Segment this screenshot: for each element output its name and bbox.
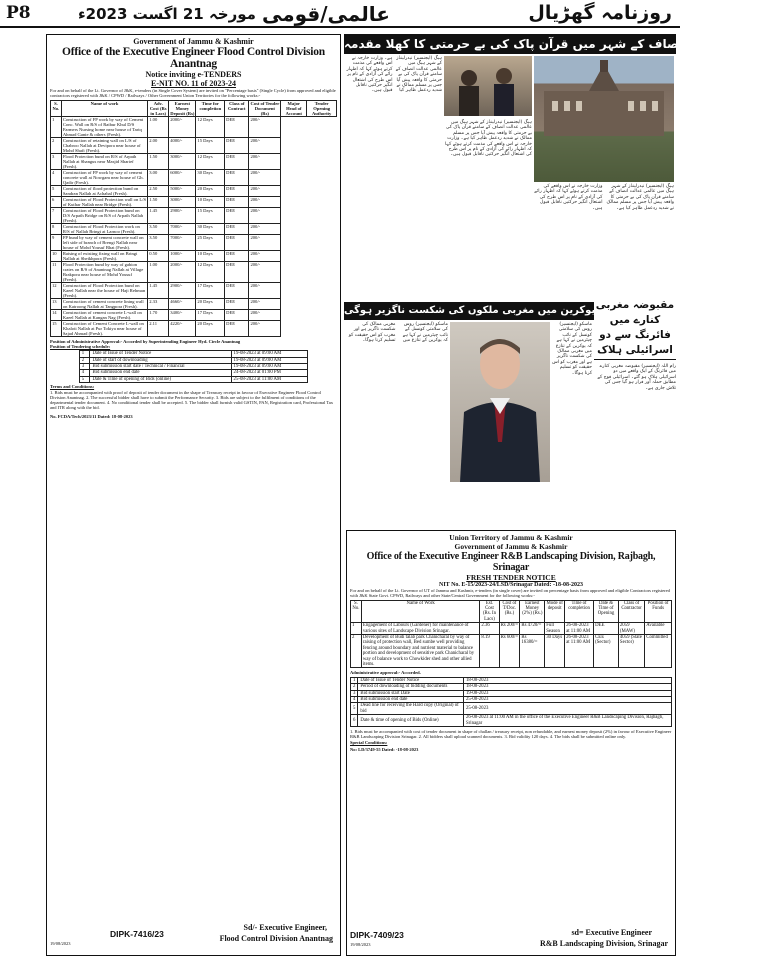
- r-works-table-header-cell: Name of Work: [361, 600, 479, 623]
- works-table-cell: 6: [51, 196, 62, 207]
- works-table-cell: 2.11: [148, 320, 169, 336]
- schedule-cell: Bid submission start date / Technical / Financial: [90, 364, 231, 370]
- schedule-cell: Bid submission end date: [90, 370, 231, 376]
- r-works-table-header-cell: Mode of deposit: [545, 600, 565, 623]
- r-works-table-cell: 8.19: [480, 635, 499, 668]
- works-table-cell: 200/-: [249, 261, 281, 282]
- r-works-table-cell: 2059 (MAW): [618, 623, 644, 635]
- r-schedule-row: [351, 715, 672, 727]
- works-table-cell: Construction of cement concrete L-wall on Kaeel Nallah at Kangan Nag (Fresh).: [61, 309, 147, 320]
- works-table-row: [51, 261, 337, 282]
- works-table-cell: 2900/-: [169, 207, 196, 223]
- works-table-cell: 0.50: [148, 250, 169, 261]
- works-table-cell: 15 Days: [196, 137, 225, 153]
- works-table-cell: Construction of cement concrete lining wall on Katroong Nallah at Tangpora (Fresh).: [61, 298, 147, 309]
- works-table-cell: DEE: [225, 320, 249, 336]
- works-table-cell: 1.50: [148, 196, 169, 207]
- r-works-table-row: [351, 635, 672, 668]
- works-table-row: [51, 250, 337, 261]
- portrait-icon: [450, 322, 550, 482]
- works-table-cell: DEE: [225, 153, 249, 169]
- r-schedule-cell: 1: [351, 677, 358, 683]
- r-works-table-cell: Rs 200/=: [499, 623, 520, 635]
- r-special-heading: Special Conditions:: [350, 739, 388, 745]
- works-table-cell: 2000/-: [169, 261, 196, 282]
- works-table-cell: 200/-: [249, 298, 281, 309]
- works-table-cell: 3.50: [148, 223, 169, 234]
- works-table-cell: Flood Protection bund by way of gabion crates on R/S of Anantnag Nallah at Village Brakpora near house of Mohd Yousuf (Fresh).: [61, 261, 147, 282]
- works-table-header-cell: Class of Contract: [225, 100, 249, 116]
- works-table-cell: 1.45: [148, 282, 169, 298]
- admin-approval: Position of Administrative Approval:- Accorded by Superintending Engineer Hyd. Circle Anantnag: [50, 338, 241, 344]
- medvedev-photo: [450, 322, 550, 482]
- works-table-cell: 30 Days: [196, 169, 225, 185]
- works-table-cell: 7: [51, 207, 62, 223]
- works-table-cell: 2.50: [148, 185, 169, 196]
- r-schedule-row: [351, 703, 672, 715]
- works-table-header-cell: Adv. Cost (Rs in Lacs): [148, 100, 169, 116]
- works-table-cell: Construction of FP work by way of Cement Conc. Wall on R/S of Ratbur Khul D/S Farmers Nursing home near house of Tariq Ahmad Ganie & others (Fresh).: [61, 116, 147, 137]
- r-schedule-cell: 18-08-2023: [464, 684, 672, 690]
- r-works-table-cell: 26-08-2023 at 11:00 AM: [565, 635, 594, 668]
- works-table-cell: 2000/-: [169, 116, 196, 137]
- works-table-cell: 12 Days: [196, 116, 225, 137]
- works-table-row: [51, 234, 337, 250]
- flood-control-tender-notice: [46, 34, 341, 956]
- works-table-row: [51, 116, 337, 137]
- works-table-cell: 1.70: [148, 309, 169, 320]
- works-table-cell: 12: [51, 282, 62, 298]
- court-building-photo: [534, 56, 674, 182]
- works-table-cell: 11: [51, 261, 62, 282]
- works-table-cell: DEE: [225, 137, 249, 153]
- works-table-cell: DEE: [225, 234, 249, 250]
- works-table-cell: 30 Days: [196, 223, 225, 234]
- works-table-cell: 3000/-: [169, 196, 196, 207]
- works-table-cell: Construction of Cement Concrete L-wall on Khaloti Nallah at Pur Tokiya near house of Sajad Ahmad (Fresh).: [61, 320, 147, 336]
- notice-footer: [50, 923, 337, 951]
- works-table-cell: Construction of Flood Protection wall on L/S of Kuthar Nallah near Bridge (Fresh).: [62, 196, 147, 207]
- works-table-cell: 1.50: [148, 153, 169, 169]
- article-ukraine-text: ماسکو (ایجنسیز) روس کی سلامتی کونسل کے نائب چیئرمین نے کہا ہے کہ یوکرین کے تنازع میں مغربی ممالک کی شکست ناگزیر ہے اور مغرب کو اس حقیقت کو تسلیم کرنا ہوگا۔: [552, 322, 592, 376]
- works-table-cell: 200/-: [249, 185, 281, 196]
- schedule-row: [79, 376, 308, 382]
- r-schedule-cell: Dead line for receiving the Hard copy (Original) of bid: [358, 703, 464, 715]
- works-table-cell: 2900/-: [169, 282, 196, 298]
- r-schedule-cell: Date of Issue of Tender Notice: [358, 677, 464, 683]
- r-works-table-row: [351, 623, 672, 635]
- works-table-cell: 4000/-: [169, 137, 196, 153]
- works-table-cell: Raising of existing fixing wall on Bringi Nallah at Sheikhpora (Fresh).: [61, 250, 147, 261]
- article-quran-text-a: ہیگ (ایجنسیز) نیدرلینڈز کے شہر ہیگ میں عالمی عدالت انصاف کے سامنے قرآن پاک کی بے حرمتی کا واقعہ پیش آیا جس پر مسلم ممالک نے شدید ردعمل ظاہر کیا ہے۔ وزارت خارجہ نے اس واقعے کی مذمت کرتے ہوئے کہا کہ اظہار رائے کی آزادی کے نام پر اس طرح کی اشتعال انگیز حرکتیں ناقابل قبول ہیں۔: [346, 56, 442, 94]
- r-works-table-cell: 2.36: [480, 623, 499, 635]
- schedule-cell: 4: [79, 370, 90, 376]
- works-table-header-cell: Name of work: [61, 100, 147, 116]
- works-table-cell: 3.50: [148, 234, 169, 250]
- works-table-cell: DEE: [225, 116, 249, 137]
- works-table-cell: 15: [51, 320, 62, 336]
- works-table-cell: 200/-: [249, 234, 281, 250]
- works-table-cell: DEE: [225, 250, 249, 261]
- works-table-cell: 2: [51, 137, 62, 153]
- works-table-cell: DEE: [225, 282, 249, 298]
- r-works-table-header-cell: Class of Contractor: [618, 600, 644, 623]
- works-table-cell: 3: [51, 153, 62, 169]
- works-table-cell: 3.00: [148, 169, 169, 185]
- r-works-table-header-cell: Position of Funds: [645, 600, 672, 623]
- r-works-table-cell: Development of Budi talab park Chanicharal by way of raising of protection wall, Bed sumbe well providing fencing around boundary and nutrient material to balance portion and development of sensitive park Chanicharal by way of balance work to Chowkider shed and other allied items.: [361, 635, 479, 668]
- works-table-cell: DEE: [225, 185, 249, 196]
- works-table-cell: 13: [51, 298, 62, 309]
- works-table-cell: Construction of Flood Protection work on R/S of Nallah Bringi at Larnoo (Fresh).: [61, 223, 147, 234]
- schedule-cell: Date of Issue of Tender Notice: [90, 351, 231, 357]
- r-schedule-cell: 25-08-2023: [464, 696, 672, 702]
- r-signature-title: sd= Executive Engineer: [571, 928, 652, 937]
- r-schedule-cell: 5: [351, 703, 358, 715]
- newspaper-name: روزنامہ گھڑیال: [528, 2, 672, 24]
- schedule-cell: Date & Time of opening of Bids (online): [90, 376, 231, 382]
- works-table-cell: 200/-: [249, 207, 281, 223]
- notice-sub: Notice inviting e-TENDERS: [145, 70, 242, 79]
- r-schedule-cell: Period of downloading of bidding documents: [358, 684, 464, 690]
- r-schedule-cell: 18-08-2023: [464, 677, 672, 683]
- article-quran-text-c: ہیگ (ایجنسیز) نیدرلینڈز کے شہر ہیگ میں عالمی عدالت انصاف کے سامنے قرآن پاک کی بے حرمتی کا واقعہ پیش آیا جس پر مسلم ممالک نے شدید ردعمل ظاہر کیا ہے۔ وزارت خارجہ نے اس واقعے کی مذمت کرتے ہوئے کہا کہ اظہار رائے کی آزادی کے نام پر اس طرح کی اشتعال انگیز حرکتیں ناقابل قبول ہیں۔: [534, 184, 674, 211]
- dipk-date: 19/08/2023: [50, 941, 71, 946]
- works-table-cell: 6000/-: [169, 169, 196, 185]
- notice-gov: Government of Jammu & Kashmir: [133, 37, 254, 46]
- page-header: [0, 0, 680, 28]
- article-quran-text-b: ہیگ (ایجنسیز) نیدرلینڈز کے شہر ہیگ میں عالمی عدالت انصاف کے سامنے قرآن پاک کی بے حرمتی کا واقعہ پیش آیا جس پر مسلم ممالک نے شدید ردعمل ظاہر کیا ہے۔ وزارت خارجہ نے اس واقعے کی مذمت کرتے ہوئے کہا کہ اظہار رائے کی آزادی کے نام پر اس طرح کی اشتعال انگیز حرکتیں ناقابل قبول ہیں۔: [445, 120, 532, 158]
- r-works-table-cell: Engagement of Labours (Gardener) for maintenance of various sites of Landscape Division Srinagar.: [361, 623, 479, 635]
- works-table-cell: 200/-: [249, 153, 281, 169]
- works-table-cell: 10: [51, 250, 62, 261]
- r-works-table-cell: DEE: [594, 623, 619, 635]
- building-icon: [534, 56, 674, 182]
- r-notice-ut: Union Territory of Jammu & Kashmir: [449, 533, 573, 542]
- headline-ukraine: یوکرین میں مغربی ملکوں کی شکست ناگزیر ہوگی: [344, 302, 594, 320]
- works-table-cell: DEE: [225, 169, 249, 185]
- r-admin-approval: Administrative approval:- Accorded.: [350, 670, 421, 676]
- r-notice-number: No: LD/3749-55 Dated: -18-08-2023: [350, 746, 419, 752]
- works-table-cell: DEE: [225, 261, 249, 282]
- r-works-table-cell: Rs 4720/=: [520, 623, 545, 635]
- notice-intro: For and on behalf of the Lt. Governor of J&K, e-tenders (in Single Cover System) are invited on "Percentage basis" (Single Cycle) from approved and eligible contractors registered with J&K / CPWD / Railways / Other Government Union Territories for the following works:-: [50, 88, 336, 99]
- r-notice-footer: [350, 928, 672, 952]
- works-table-cell: 200/-: [249, 196, 281, 207]
- schedule-cell: 19-08-2023 at 09:00 AM: [231, 357, 308, 363]
- schedule-cell: 19-08-2023 at 09:00 AM: [231, 351, 308, 357]
- works-table-cell: 12 Days: [196, 261, 225, 282]
- r-works-table-header-cell: S. No.: [351, 600, 362, 623]
- works-table-cell: 200/-: [249, 282, 281, 298]
- works-table-row: [51, 137, 337, 153]
- works-table-cell: 1.00: [148, 116, 169, 137]
- works-table-cell: 2.33: [148, 298, 169, 309]
- works-table-cell: 5000/-: [169, 185, 196, 196]
- works-table-cell: Construction of Flood Protection bund on Kaeel Nallah near the house of Haji Rehman (Fresh).: [61, 282, 147, 298]
- works-table-cell: 1.00: [148, 261, 169, 282]
- works-table-cell: 17 Days: [196, 309, 225, 320]
- terms-heading: Terms and Conditions:: [50, 384, 95, 390]
- works-table-cell: 20 Days: [196, 185, 225, 196]
- r-works-table-cell: Rs 16380/=: [520, 635, 545, 668]
- r-works-table-cell: Available: [645, 623, 672, 635]
- header-date: مورخہ 21 اگست 2023ء: [78, 5, 256, 23]
- works-table-cell: 7000/-: [169, 234, 196, 250]
- r-works-table-cell: Full Season: [545, 623, 565, 635]
- works-table-row: [51, 298, 337, 309]
- r-works-table-cell: Committed: [645, 635, 672, 668]
- works-table-cell: 10 Days: [196, 250, 225, 261]
- works-table-cell: 20 Days: [196, 320, 225, 336]
- dipk-number: DIPK-7416/23: [110, 929, 164, 939]
- works-table-row: [51, 169, 337, 185]
- works-table-cell: Flood Protection bund on R/S of Arpath Nallah at Shangus near Masjid Sharief (Fresh).: [61, 153, 147, 169]
- r-schedule-cell: 3: [351, 690, 358, 696]
- article-ukraine-text-b: ماسکو (ایجنسیز) روس کی سلامتی کونسل کے نائب چیئرمین نے کہا ہے کہ یوکرین کے تنازع میں مغربی ممالک کی شکست ناگزیر ہے اور مغرب کو اس حقیقت کو تسلیم کرنا ہوگا۔: [348, 322, 448, 344]
- works-table-row: [51, 196, 337, 207]
- schedule-cell: 25-08-2023 at 11:00 AM: [231, 376, 308, 382]
- r-notice-sub: FRESH TENDER NOTICE: [466, 573, 556, 582]
- works-table-cell: 200/-: [249, 320, 281, 336]
- works-table-cell: 8: [51, 223, 62, 234]
- works-table-cell: 5: [51, 185, 62, 196]
- works-table-cell: DEE: [225, 223, 249, 234]
- r-schedule-cell: 2: [351, 684, 358, 690]
- r-works-table-cell: CEE (Sector): [594, 635, 619, 668]
- people-photo: [444, 56, 532, 116]
- works-table-cell: Construction of FP work by way of cement concrete wall at Nowgam near house of Gh. Qadir (Fresh).: [61, 169, 147, 185]
- signature-title: Sd/- Executive Engineer,: [243, 923, 327, 932]
- schedule-cell: 19-08-2023 at 09:00 AM: [231, 364, 308, 370]
- terms-text: 1. Bids must be accompanied with proof of deposit of tender document in the shape of Treasury receipt in favour of Executive Engineer Flood Control Division Anantnag. 2. The successful bidder shall have to submit the Performance Security. 3. Bids are subject to the fulfilment of conditions of the departmental tender document. 4. No conditional tender shall be accepted. 5. The bidder shall furnish valid GSTIN, PAN, Registration card, Professional Tax and ITR along with the bid.: [50, 389, 334, 411]
- works-table-cell: 200/-: [249, 223, 281, 234]
- works-table-cell: Construction of retaining wall on L/S of Chabroo Nallah at Devipora near house of Mohd Shafi (Fresh).: [61, 137, 147, 153]
- r-works-table: [350, 600, 672, 669]
- schedule-cell: 3: [79, 364, 90, 370]
- works-table-cell: 4220/-: [169, 320, 196, 336]
- works-table-cell: Construction of Flood Protection bund on D/S Arpath Bridge on R/S of Arpath Nallah (Fresh).: [61, 207, 147, 223]
- landscaping-tender-notice: [346, 530, 676, 956]
- works-table-header-cell: Earnest Money Deposit (Rs): [170, 100, 195, 116]
- works-table-cell: 200/-: [249, 250, 281, 261]
- r-works-table-cell: 30 Days: [545, 635, 565, 668]
- r-works-table-cell: 2: [351, 635, 362, 668]
- works-table-cell: 9: [51, 234, 62, 250]
- r-notice-gov: Government of Jammu & Kashmir: [454, 542, 568, 551]
- r-schedule-cell: 4: [351, 696, 358, 702]
- works-table-cell: 4: [51, 169, 62, 185]
- article-west-bank-text: رام اللہ (ایجنسیز) مقبوضہ مغربی کنارے میں فائرنگ کے ایک واقعے میں دو اسرائیلی ہلاک ہو گئے۔ اسرائیلی فوج کے مطابق حملہ آور فرار ہو گیا جس کی تلاش جاری ہے۔: [597, 364, 676, 391]
- works-table-cell: 2.00: [148, 137, 169, 153]
- r-dipk-number: DIPK-7409/23: [350, 930, 404, 940]
- works-table-cell: DEE: [225, 207, 249, 223]
- works-table-cell: Construction of flood protection bund on Sandran Nallah at Achabal (Fresh).: [61, 185, 147, 196]
- works-table-cell: 4660/-: [169, 298, 196, 309]
- works-table-header-cell: Cost of Tender Document (Rs): [250, 100, 280, 116]
- works-table-cell: 17 Days: [196, 282, 225, 298]
- works-table-cell: 1: [51, 116, 62, 137]
- works-table-cell: DEE: [225, 196, 249, 207]
- works-table-cell: DEE: [225, 309, 249, 320]
- works-table-cell: 7000/-: [169, 223, 196, 234]
- r-works-table-header-cell: Cost of T/Doc. (Rs.): [499, 600, 520, 623]
- r-schedule-cell: Bid submission start Date: [358, 690, 464, 696]
- schedule-heading: Position of Tendering schedule:: [50, 343, 111, 349]
- r-works-table-cell: 26-08-2023 at 11:00 AM: [565, 623, 594, 635]
- works-table-cell: 1.45: [148, 207, 169, 223]
- works-table-cell: 20 Days: [196, 298, 225, 309]
- r-works-table-cell: 4059 (State Sector): [618, 635, 644, 668]
- section-title: عالمی/قومی: [262, 2, 390, 26]
- schedule-cell: 5: [79, 376, 90, 382]
- r-works-table-header-cell: Time of completion: [565, 600, 594, 623]
- r-terms-text: 1. Bids must be accompanied with cost of tender document in shape of challan / treasury receipt, non refundable, and earnest money deposit (2%) in favour of Executive Engineer R&B Landscaping Division Srinagar. 2. All bidders shall upload scanned documents. 3. Bid validity 120 days. 4. The bids shall be submitted online only.: [350, 729, 672, 740]
- schedule-cell: 1: [79, 351, 90, 357]
- works-table-cell: 14: [51, 309, 62, 320]
- works-table-cell: FP bund by way of cement concrete wall on left side of branch of Brengi Nallah near house of Mohd Yousuf Bhat (Fresh).: [61, 234, 147, 250]
- r-notice-nit: NIT No. E-15/2023-24/LSD/Srinagar Dated: -18-08-2023: [439, 582, 583, 588]
- works-table-header-cell: Major Head of Account: [281, 100, 307, 116]
- works-table: [50, 100, 337, 337]
- works-table-cell: 25 Days: [196, 234, 225, 250]
- r-schedule-cell: Bid submission end date: [358, 696, 464, 702]
- r-schedule-cell: Date & time of opening of Bids (Online): [358, 715, 464, 727]
- works-table-header-cell: S. No.: [51, 100, 62, 116]
- works-table-header-cell: Tender Opening Authority: [307, 100, 337, 116]
- works-table-row: [51, 309, 337, 320]
- r-schedule-cell: 19-08-2023: [464, 690, 672, 696]
- works-table-row: [51, 223, 337, 234]
- headline-quran: عالمی عدالت انصاف کے شہر میں قرآن پاک کی بے حرمتی کا کھلا مقدمہ: [344, 34, 676, 54]
- works-table-cell: 3000/-: [169, 153, 196, 169]
- works-table-row: [51, 153, 337, 169]
- schedule-table: [79, 350, 309, 383]
- r-works-table-header-cell: Est. Cost (Rs. In Lacs): [480, 600, 499, 623]
- news-column: [344, 34, 770, 956]
- works-table-row: [51, 282, 337, 298]
- r-schedule-cell: 25-08-2023: [464, 703, 672, 715]
- works-table-cell: 200/-: [249, 116, 281, 137]
- r-dipk-date: 19/08/2023: [350, 942, 371, 947]
- notice-number: No. FCDA/Tech/2023/11 Dated: 18-08-2023: [50, 413, 133, 419]
- r-schedule-cell: 6: [351, 715, 358, 727]
- schedule-cell: 24-08-2023 at 01:00 PM: [231, 370, 308, 376]
- notice-office: Office of the Executive Engineer Flood Control Division Anantnag: [62, 46, 325, 70]
- r-signature-office: R&B Landscaping Division, Srinagar: [539, 939, 668, 948]
- works-table-cell: 200/-: [249, 137, 281, 153]
- works-table-cell: 15 Days: [196, 207, 225, 223]
- works-table-cell: 1000/-: [169, 250, 196, 261]
- r-works-table-cell: 1: [351, 623, 362, 635]
- notice-nit: E-NIT NO. 11 of 2023-24: [151, 79, 236, 88]
- works-table-cell: 12 Days: [196, 153, 225, 169]
- works-table-row: [51, 185, 337, 196]
- schedule-cell: Date of start of downloading: [90, 357, 231, 363]
- crowd-icon: [444, 56, 532, 116]
- works-table-cell: DEE: [225, 298, 249, 309]
- r-works-table-header-cell: Earnest Money (2%) (Rs.): [520, 600, 545, 623]
- works-table-header-cell: Time for completion: [196, 100, 225, 116]
- r-works-table-cell: Rs 600/=: [499, 635, 520, 668]
- r-notice-intro: For and on behalf of the Lt. Governor of UT of Jammu and Kashmir, e-tenders (in single cover) are invited on percentage basis from approved and eligible Contractors registered with J&K State Govt. CPWD, Railways and other State/Central Government for the following works:-: [350, 588, 670, 599]
- r-schedule-cell: 26-08-2023 at 11:00 AM in the office of the Executive Engineer R&B Landscaping Division, Rajbagh, Srinagar: [464, 715, 672, 727]
- r-schedule-table: [350, 677, 672, 727]
- r-notice-office: Office of the Executive Engineer R&B Landscaping Division, Rajbagh, Srinagar: [366, 551, 656, 573]
- headline-west-bank: مقبوضہ مغربی کنارے میں فائرنگ سے دو اسرائیلی ہلاک: [594, 298, 676, 360]
- works-table-cell: 200/-: [249, 169, 281, 185]
- works-table-cell: 10 Days: [196, 196, 225, 207]
- schedule-cell: 2: [79, 357, 90, 363]
- r-works-table-header-cell: Date & Time of Opening: [594, 600, 619, 623]
- works-table-cell: 200/-: [249, 309, 281, 320]
- works-table-row: [51, 320, 337, 336]
- works-table-row: [51, 207, 337, 223]
- page-number: P8: [6, 3, 31, 23]
- signature-office: Flood Control Division Anantnag: [219, 934, 333, 943]
- works-table-cell: 3400/-: [169, 309, 196, 320]
